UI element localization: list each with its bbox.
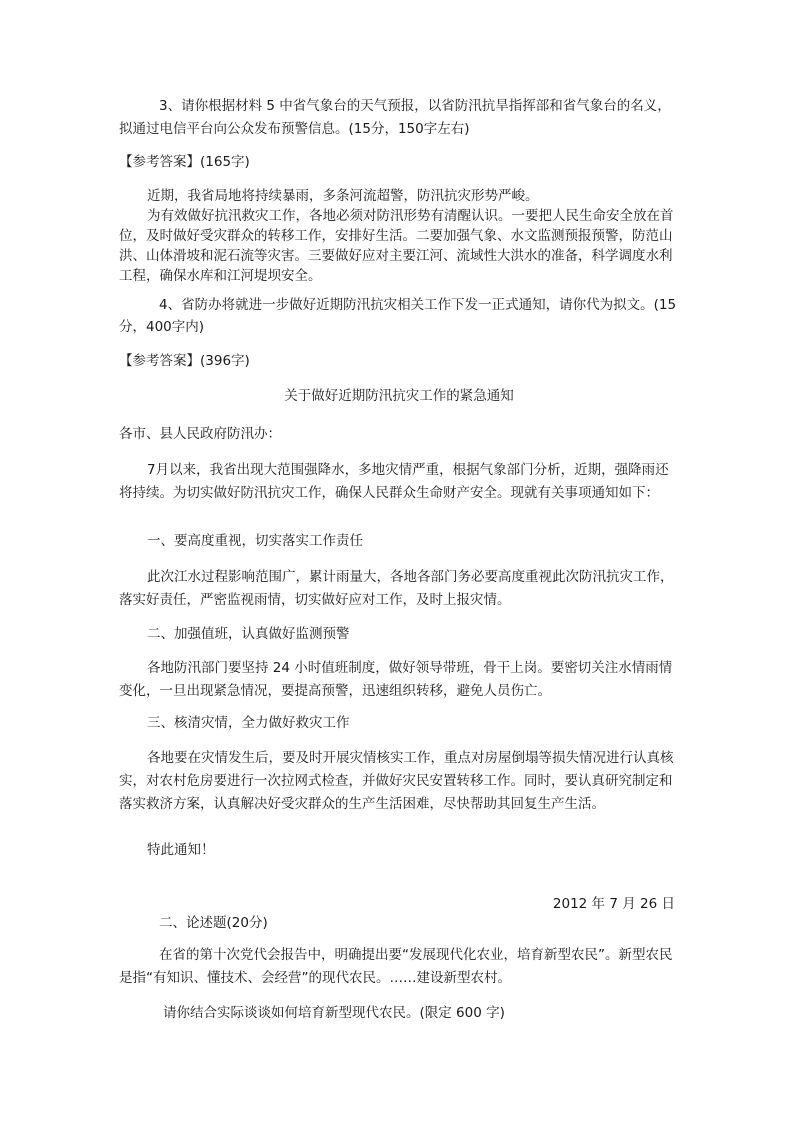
notice-heading-2: 二、加强值班，认真做好监测预警 (147, 626, 350, 642)
section-2-task: 请你结合实际谈谈如何培育新型现代农民。(限定 600 字) (163, 1005, 505, 1021)
question-4-prompt: 4、省防办将就进一步做好近期防汛抗灾相关工作下发一正式通知，请你代为拟文。(15分，400字内) (119, 297, 677, 335)
notice-paragraph-3: 各地要在灾情发生后，要及时开展灾情核实工作，重点对房屋倒塌等损失情况进行认真核实，对农村危房要进行一次拉网式检查，并做好灾民安置转移工作。同时，要认真研究制定和落实救济方案，认真解决好受灾群众的生产生活困难，尽快帮助其回复生产生活。 (119, 750, 674, 812)
notice-date: 2012 年 7 月 26 日 (552, 896, 675, 912)
section-2-heading: 二、论述题(20分) (159, 915, 268, 931)
notice-paragraph-2: 各地防汛部门要坚持 24 小时值班制度，做好领导带班，骨干上岗。要密切关注水情雨情变化，一旦出现紧急情况，要提高预警，迅速组织转移，避免人员伤亡。 (119, 660, 673, 699)
notice-salutation: 各市、县人民政府防汛办： (119, 426, 281, 442)
answer-label-q3: 【参考答案】(165字) (119, 154, 250, 170)
section-2-material: 在省的第十次党代会报告中，明确提出要“发展现代化农业，培育新型农民”。新型农民是指“有知识、懂技术、会经营”的现代农民。……建设新型农村。 (119, 947, 673, 986)
notice-paragraph-1: 此次江水过程影响范围广，累计雨量大，各地各部门务必要高度重视此次防汛抗灾工作，落实好责任，严密监视雨情，切实做好应对工作，及时上报灾情。 (119, 569, 674, 608)
notice-closing: 特此通知！ (147, 842, 215, 858)
notice-heading-3: 三、核清灾情，全力做好救灾工作 (147, 715, 350, 731)
answer-label-q4: 【参考答案】(396字) (119, 353, 250, 369)
question-3-prompt: 3、请你根据材料 5 中省气象台的天气预报，以省防汛抗旱指挥部和省气象台的名义，拟通过电信平台向公众发布预警信息。(15分，150字左右) (119, 98, 671, 137)
notice-heading-1: 一、要高度重视，切实落实工作责任 (147, 533, 363, 549)
answer-q3-paragraph-1: 近期，我省局地将持续暴雨，多条河流超警，防汛抗灾形势严峻。 (147, 188, 539, 204)
notice-intro: 7月以来，我省出现大范围强降水，多地灾情严重，根据气象部门分析，近期，强降雨还将持续。为切实做好防汛抗灾工作，确保人民群众生命财产安全。现就有关事项通知如下： (119, 462, 669, 501)
notice-title: 关于做好近期防汛抗灾工作的紧急通知 (284, 388, 514, 404)
answer-q3-paragraph-2: 为有效做好抗汛救灾工作，各地必须对防汛形势有清醒认识。一要把人民生命安全放在首位，及时做好受灾群众的转移工作，安排好生活。二要加强气象、水文监测预报预警，防范山洪、山体滑坡和泥石流等灾害。三要做好应对主要江河、流域性大洪水的准备，科学调度水利工程，确保水库和江河堤坝安全。 (119, 208, 674, 284)
